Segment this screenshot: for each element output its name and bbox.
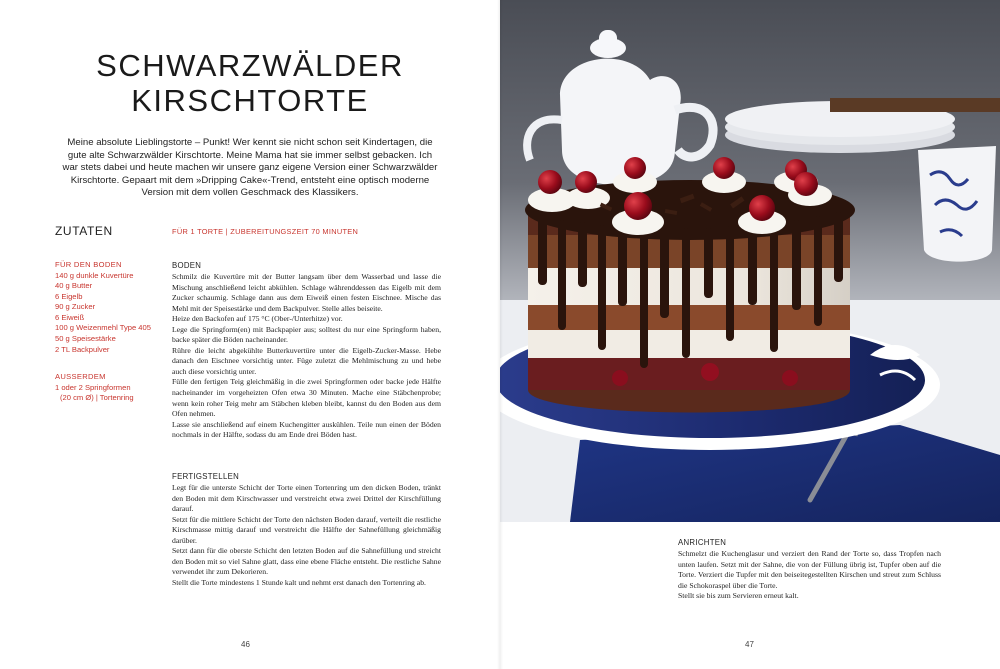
ingredients-ausserdem <box>55 372 167 404</box>
step-paragraph: Setzt für die mittlere Schicht der Torte den nächsten Boden darauf, verteilt die restliche Kirschmasse mittig darauf und verstreicht die Hälfte der Sahnefüllung gleichmäßig darüber. <box>172 514 441 545</box>
ingredient-item: 1 oder 2 Springformen <box>55 382 131 392</box>
ingredient-item: 6 Eiweiß <box>55 312 85 322</box>
intro-text: Meine absolute Lieblingstorte – Punkt! Wer kennt sie nicht schon seit Kindertagen, die gute alte Schwarzwälder Kirschtorte. Meine Mama hat sie immer selbst gebacken. Ich war stets dabei und heute machen wir unsere ganz eigene Version einer Schwarzwälder Kirschtorte. Gepaart mit dem »Dripping Cake«-Trend, entsteht eine optisch moderne Version mit dem vollen Geschmack des Klassikers. <box>62 137 438 199</box>
right-page <box>500 0 1000 669</box>
step-paragraph: Stellt sie bis zum Servieren erneut kalt. <box>678 591 799 601</box>
ingredients-ausserdem-heading: AUSSERDEM <box>55 372 106 381</box>
step-fertigstellen <box>172 471 441 588</box>
step-paragraph: Setzt dann für die oberste Schicht den letzten Boden auf die Sahnefüllung und streicht den Boden mit so viel Sahne glatt, dass eine ebene Fläche entsteht. Die restliche Sahne verwendet ihr zum Dekorieren. <box>172 546 441 577</box>
step-paragraph: Rühre die leicht abgekühlte Butterkuvertüre unter die Eigelb-Zucker-Masse. Hebe danach den Eischnee vorsichtig unter. Füge zuletzt die Mehlmischung zu und hebe auch diese vorsichtig unter. <box>172 345 441 376</box>
step-paragraph: Legt für die unterste Schicht der Torte einen Tortenring um den dicken Boden, tränkt den Boden mit dem Kirschwasser und verstreicht etwa zwei Drittel der Kirschfüllung darauf. <box>172 483 441 514</box>
step-paragraph: Fülle den fertigen Teig gleichmäßig in die zwei Springformen oder backe jede Hälfte nacheinander im vorgeheizten Ofen etwa 30 Minuten. Mache eine Stäbchenprobe; wenn kein roher Teig mehr am Stäbchen kleben bleibt, kannst du den Boden aus dem Ofen nehmen. <box>172 377 441 419</box>
cake-photo <box>500 0 1000 522</box>
ingredient-item: 140 g dunkle Kuvertüre <box>55 270 134 280</box>
ingredient-item: 90 g Zucker <box>55 302 96 312</box>
step-paragraph: Heize den Backofen auf 175 °C (Ober-/Unterhitze) vor. <box>172 314 343 324</box>
ingredient-item: (20 cm Ø) | Tortenring <box>60 393 134 403</box>
ingredients-boden-heading: FÜR DEN BODEN <box>55 260 122 269</box>
step-fertigstellen-heading: FERTIGSTELLEN <box>172 472 240 481</box>
step-boden <box>172 260 441 441</box>
ingredient-item: 6 Eigelb <box>55 291 83 301</box>
ingredient-item: 50 g Speisestärke <box>55 334 116 344</box>
ingredients-boden <box>55 260 167 355</box>
page-number-left: 46 <box>241 640 250 649</box>
step-boden-heading: BODEN <box>172 261 202 270</box>
page-number-right: 47 <box>745 640 754 649</box>
step-paragraph: Schmilz die Kuvertüre mit der Butter langsam über dem Wasserbad und lasse die Mischung anschließend leicht abkühlen. Schlage währenddessen das Eigelb mit dem Zucker schaumig. Schlage dann aus dem Eiweiß einen festen Eischnee. Mische das Mehl mit der Speisestärke und dem Backpulver. Stelle alles beiseite. <box>172 272 441 313</box>
ingredient-item: 100 g Weizenmehl Type 405 <box>55 323 151 333</box>
ingredients-heading: ZUTATEN <box>55 224 113 238</box>
ingredient-item: 2 TL Backpulver <box>55 344 110 354</box>
book-gutter <box>497 0 503 669</box>
step-anrichten <box>678 537 941 602</box>
recipe-title-line-1: SCHWARZWÄLDER <box>96 48 404 83</box>
recipe-title-line-2: KIRSCHTORTE <box>131 83 369 118</box>
ingredients-ausserdem-list <box>55 383 167 404</box>
step-paragraph: Lege die Springform(en) mit Backpapier aus; solltest du nur eine Springform haben, backe später die Böden nacheinander. <box>172 324 441 345</box>
recipe-title <box>0 48 500 118</box>
step-paragraph: Stellt die Torte mindestens 1 Stunde kalt und nehmt erst danach den Tortenring ab. <box>172 577 426 587</box>
step-paragraph: Lasse sie anschließend auf einem Kuchengitter auskühlen. Teile nun einen der Böden nochmals in der Hälfte, sodass du am Ende drei Böden hast. <box>172 419 441 440</box>
ingredients-boden-list <box>55 271 167 356</box>
ingredient-item: 40 g Butter <box>55 281 93 291</box>
step-paragraph: Schmelzt die Kuchenglasur und verziert den Rand der Torte so, dass Tropfen nach unten laufen. Setzt mit der Sahne, die von der Füllung übrig ist, Tupfer oben auf die Torte. Verziert die Tupfer mit den beiseitegestellten Kirschen und streut zum Schluss die Schokoraspel über die Torte. <box>678 549 941 590</box>
step-anrichten-heading: ANRICHTEN <box>678 538 727 547</box>
recipe-meta: FÜR 1 TORTE | ZUBEREITUNGSZEIT 70 MINUTEN <box>172 227 359 236</box>
